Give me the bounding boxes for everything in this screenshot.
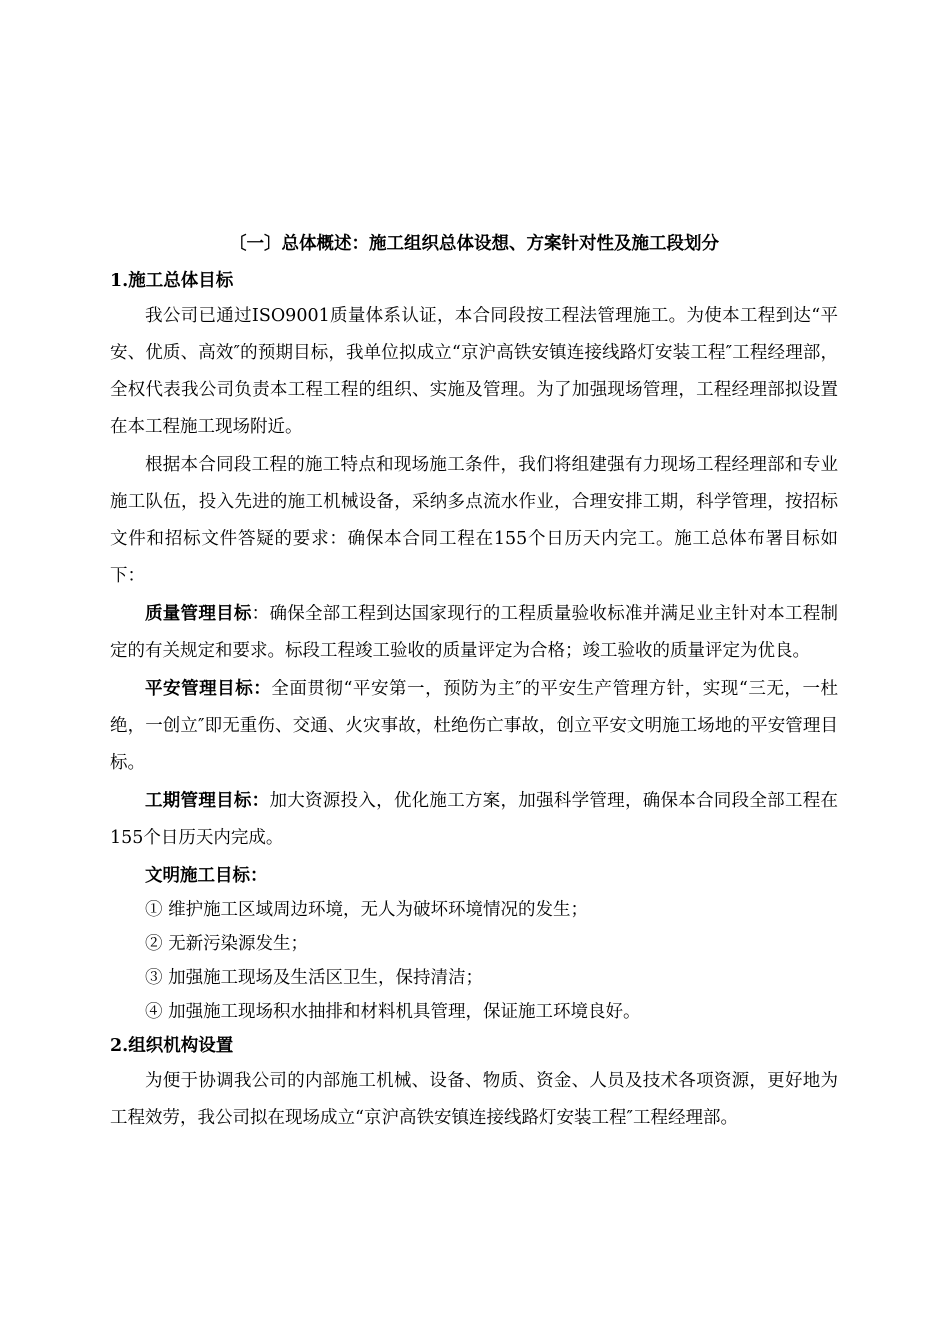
section-heading-goals: 1.施工总体目标 [110,271,234,291]
paragraph-quality-goal [110,596,838,670]
schedule-goal-text: 加大资源投入，优化施工方案，加强科学管理，确保本合同段全部工程在155个日历天内完成。 [110,791,839,848]
list-item: ② 无新污染源发生； [145,934,309,954]
paragraph-construction-conditions: 根据本合同段工程的施工特点和现场施工条件，我们将组建强有力现场工程经理部和专业施工队伍，投入先进的施工机械设备，采纳多点流水作业，合理安排工期，科学管理，按招标文件和招标文件答疑的要求：确保本合同工程在155个日历天内完工。施工总体布署目标如下： [110,455,838,586]
list-item: ③ 加强施工现场及生活区卫生，保持清洁； [145,968,484,988]
section-heading-organization: 2.组织机构设置 [110,1036,234,1056]
paragraph-safety-goal [110,671,838,782]
safety-goal-label: 平安管理目标： [145,679,272,699]
list-item: ④ 加强施工现场积水抽排和材料机具管理，保证施工环境良好。 [145,1002,641,1022]
document-title: 〔一〕总体概述：施工组织总体设想、方案针对性及施工段划分 [229,234,719,254]
paragraph-schedule-goal [110,783,838,857]
safety-goal-text: 全面贯彻“平安第一，预防为主″的平安生产管理方针，实现“三无，一杜绝，一创立″即无重伤、交通、火灾事故，杜绝伤亡事故，创立平安文明施工场地的平安管理目标。 [110,679,838,773]
quality-goal-text: ：确保全部工程到达国家现行的工程质量验收标准并满足业主针对本工程制定的有关规定和要求。标段工程竣工验收的质量评定为合格；竣工验收的质量评定为优良。 [110,604,839,661]
schedule-goal-label: 工期管理目标： [145,791,270,811]
paragraph-organization: 为便于协调我公司的内部施工机械、设备、物质、资金、人员及技术各项资源，更好地为工程效劳，我公司拟在现场成立“京沪高铁安镇连接线路灯安装工程″工程经理部。 [110,1071,838,1128]
document-body [110,230,838,1137]
quality-goal-label: 质量管理目标 [145,604,252,624]
list-item: ① 维护施工区域周边环境，无人为破坏环境情况的发生； [145,900,589,920]
civil-goal-label: 文明施工目标： [145,866,268,886]
paragraph-quality-system: 我公司已通过ISO9001质量体系认证，本合同段按工程法管理施工。为使本工程到达“平安、优质、高效″的预期目标，我单位拟成立“京沪高铁安镇连接线路灯安装工程″工程经理部，全权代表我公司负责本工程工程的组织、实施及管理。为了加强现场管理，工程经理部拟设置在本工程施工现场附近。 [110,306,838,437]
